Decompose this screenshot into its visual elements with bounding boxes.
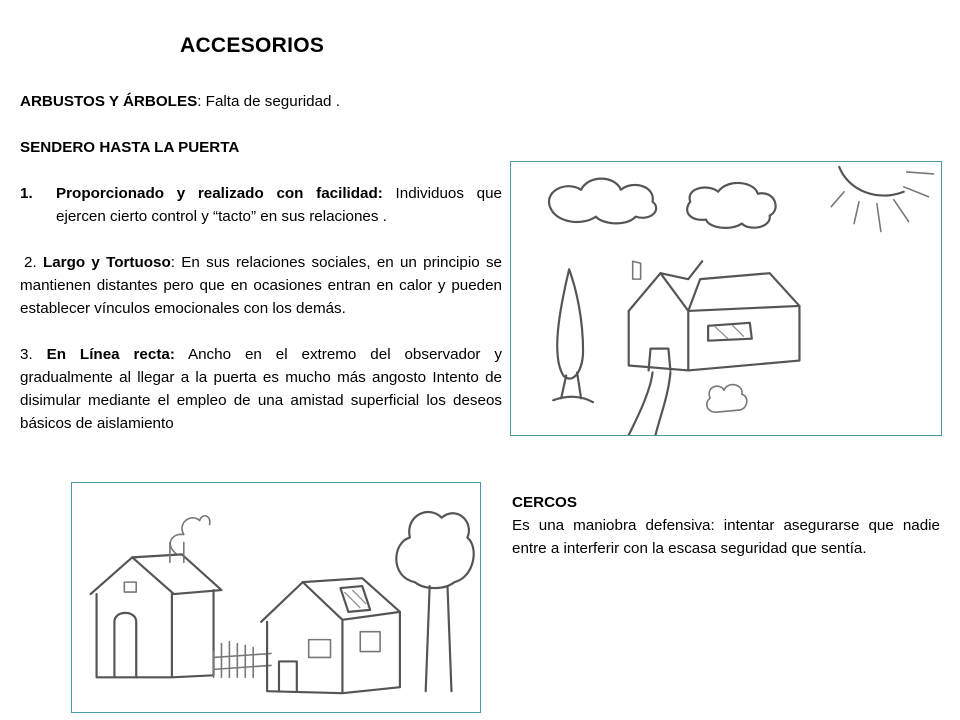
smoke-icon <box>170 516 210 555</box>
house-path-sketch <box>511 162 941 435</box>
sendero-item-3-label: En Línea recta: <box>46 346 175 363</box>
main-text-column <box>20 90 502 435</box>
sendero-item-1-number: 1. <box>20 185 33 202</box>
page-title: ACCESORIOS <box>180 34 325 57</box>
sendero-item-1-label: Proporcionado y realizado con facilidad: <box>56 185 383 202</box>
tall-tree-icon <box>557 269 583 378</box>
cloud-left-icon <box>549 179 656 224</box>
houses-fence-sketch <box>72 483 480 712</box>
right-house-sketch <box>261 578 400 693</box>
house-sketch <box>629 261 800 370</box>
sendero-item-2-number: 2. <box>24 254 37 271</box>
cercos-text: Es una maniobra defensiva: intentar asegurarse que nadie entre a interferir con la escasa seguridad que sentía. <box>512 517 940 557</box>
sendero-item-3-number: 3. <box>20 346 33 363</box>
arbustos-text: : Falta de seguridad . <box>197 93 340 110</box>
sendero-item-1-body <box>56 182 502 228</box>
arbustos-label: ARBUSTOS Y ÁRBOLES <box>20 93 198 110</box>
sendero-item-2-text: : En sus relaciones sociales, en un principio se mantienen distantes pero que en ocasiones entran en calor y pueden establecer vínculos emocionales con los demás. <box>20 254 502 317</box>
arbustos-paragraph <box>20 90 502 113</box>
fence-sketch <box>214 642 271 678</box>
house-drawing-with-path <box>510 161 942 436</box>
sendero-item-2 <box>20 251 502 320</box>
sendero-heading: SENDERO HASTA LA PUERTA <box>20 139 240 156</box>
round-tree-trunk <box>426 586 452 691</box>
sendero-item-3 <box>20 343 502 435</box>
houses-drawing-with-fence <box>71 482 481 713</box>
cloud-middle-icon <box>687 183 775 228</box>
left-house-sketch <box>91 542 222 677</box>
cercos-section <box>512 491 940 560</box>
sendero-item-3-text: Ancho en el extremo del observador y gradualmente al llegar a la puerta es mucho más angosto Intento de disimular mediante el empleo de una amistad superficial los deseos básicos de aislamiento <box>20 346 502 432</box>
cercos-heading: CERCOS <box>512 494 577 511</box>
shrub-icon <box>707 385 747 413</box>
sun-icon <box>839 167 904 196</box>
round-tree-icon <box>396 512 473 588</box>
path-to-door <box>629 372 671 435</box>
sendero-item-2-label: Largo y Tortuoso <box>42 254 171 271</box>
sendero-item-1-text: Individuos que ejercen cierto control y “tacto” en sus relaciones . <box>56 185 502 225</box>
sendero-item-1 <box>20 182 502 228</box>
